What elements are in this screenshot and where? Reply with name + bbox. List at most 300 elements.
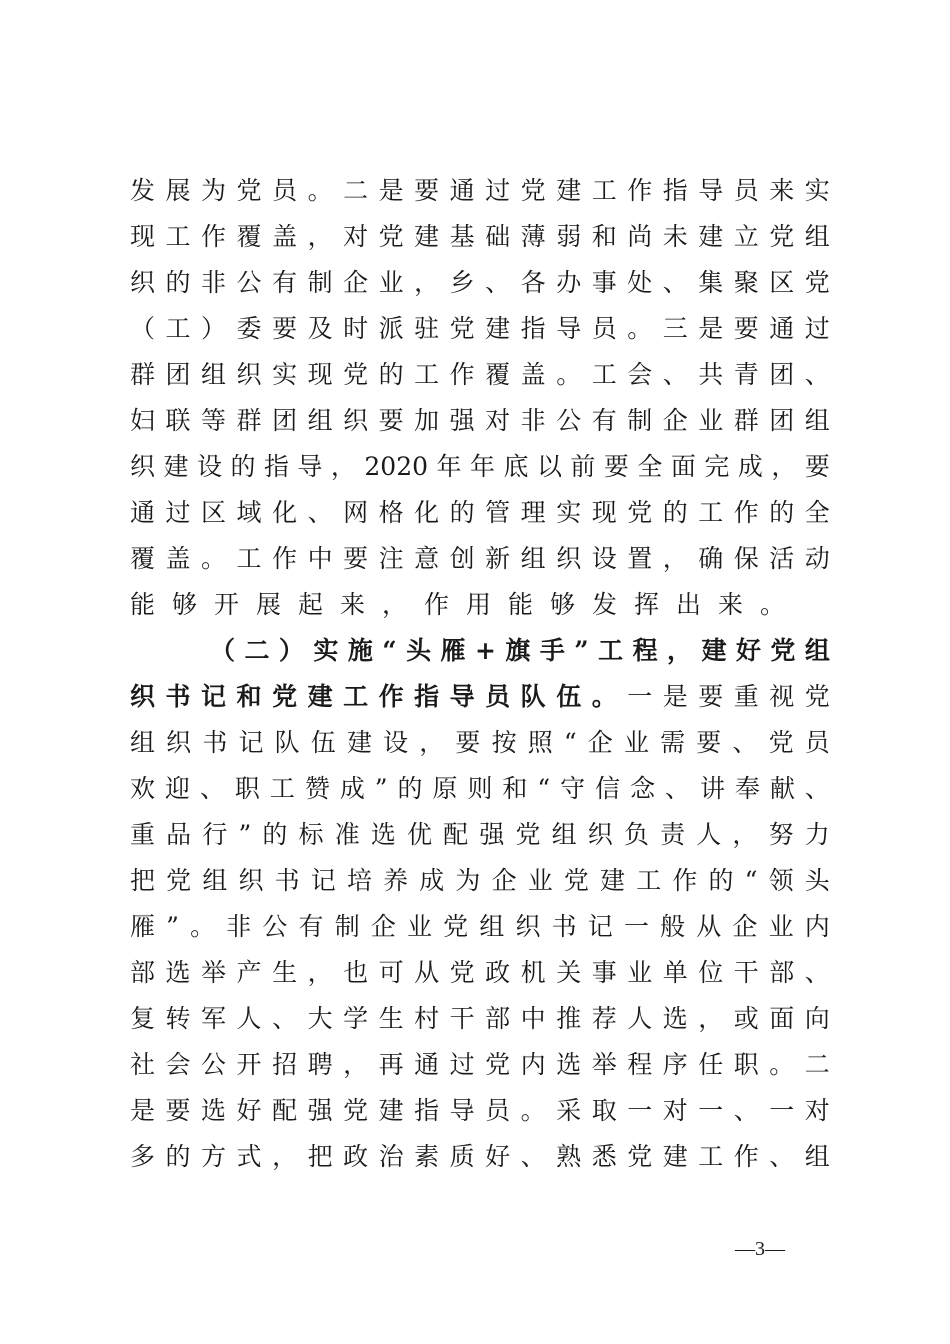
char: 头 [804, 866, 830, 895]
char: 按 [491, 728, 517, 757]
char: ） [201, 314, 227, 343]
char: 般 [660, 912, 686, 941]
char: 赞 [304, 774, 330, 803]
char: 年 [436, 452, 462, 481]
char: 现 [307, 360, 333, 389]
char: 理 [520, 498, 546, 527]
text-line [130, 720, 830, 766]
char: 企 [732, 912, 758, 941]
char: 政 [485, 958, 511, 987]
char: 单 [662, 958, 688, 987]
char: 公 [556, 406, 582, 435]
char: 格 [378, 498, 404, 527]
char: 信 [595, 774, 621, 803]
char: 讲 [700, 774, 726, 803]
text-line [130, 536, 830, 582]
text-line [130, 674, 830, 720]
char: 、 [665, 774, 691, 803]
char: 公 [236, 268, 262, 297]
char: 底 [503, 452, 529, 481]
char: 则 [467, 774, 493, 803]
text-line [130, 260, 830, 306]
char: ， [698, 1004, 724, 1033]
char: 指 [263, 452, 289, 481]
char: 建 [701, 636, 727, 665]
char: 把 [307, 1142, 333, 1171]
char: 伍 [556, 682, 582, 711]
char: ） [278, 636, 304, 665]
char: 、 [662, 268, 688, 297]
char: ， [414, 268, 440, 297]
char: 工 [636, 866, 662, 895]
char: 书 [274, 866, 300, 895]
text-line [130, 444, 830, 490]
char: 培 [346, 866, 372, 895]
char: 党 [166, 866, 192, 895]
char: 实 [313, 636, 339, 665]
char: 企 [587, 728, 613, 757]
char: 集 [698, 268, 724, 297]
char: 创 [449, 544, 475, 573]
char: 荐 [591, 1004, 617, 1033]
char: 要 [733, 314, 759, 343]
char: 工 [165, 314, 191, 343]
char: 盖 [272, 222, 298, 251]
char: 强 [307, 1096, 333, 1125]
char: 对 [343, 222, 369, 251]
char: 员 [485, 682, 511, 711]
char: 织 [587, 820, 613, 849]
char: 的 [769, 498, 795, 527]
char: 时 [343, 314, 369, 343]
char: 企 [491, 866, 517, 895]
char: 业 [627, 958, 653, 987]
char: 作 [449, 360, 475, 389]
char: 程 [632, 636, 658, 665]
char: 书 [165, 682, 191, 711]
char: 政 [343, 1142, 369, 1171]
char: 未 [662, 222, 688, 251]
char: 员 [733, 176, 759, 205]
char: 过 [449, 1050, 475, 1079]
char: 聚 [733, 268, 759, 297]
char: 组 [130, 728, 156, 757]
text-line [130, 214, 830, 260]
char: 取 [591, 1096, 617, 1125]
char: 党 [443, 912, 469, 941]
char: 过 [804, 314, 830, 343]
char: 业 [378, 268, 404, 297]
char: 迎 [164, 774, 190, 803]
char: 选 [201, 1096, 227, 1125]
char: 工 [591, 360, 617, 389]
char: 网 [343, 498, 369, 527]
char: 、 [733, 1096, 759, 1125]
char: 优 [407, 820, 433, 849]
char: 群 [130, 360, 156, 389]
char: 通 [414, 1050, 440, 1079]
char: 要 [603, 452, 629, 481]
char: 。 [190, 912, 216, 941]
char: 、 [307, 498, 333, 527]
char: 的 [165, 268, 191, 297]
char: （ [210, 636, 236, 665]
char: 是 [378, 176, 404, 205]
char: 员 [591, 314, 617, 343]
char: 导 [698, 176, 724, 205]
char: 欢 [130, 774, 156, 803]
char: ， [307, 222, 333, 251]
char: 程 [627, 1050, 653, 1079]
char: 素 [414, 1142, 440, 1171]
char: 建 [414, 222, 440, 251]
char: 记 [310, 866, 336, 895]
char: 区 [769, 268, 795, 297]
char: 熟 [556, 1142, 582, 1171]
char: 设 [591, 544, 617, 573]
char: 部 [769, 958, 795, 987]
char: 复 [130, 1004, 156, 1033]
char: 从 [414, 958, 440, 987]
char: 、 [804, 774, 830, 803]
char: 、 [520, 1142, 546, 1171]
char: 内 [804, 912, 830, 941]
char: 建 [307, 682, 333, 711]
char: 全 [637, 452, 663, 481]
char: 党 [449, 314, 475, 343]
char: 念 [630, 774, 656, 803]
char: 置 [627, 544, 653, 573]
char: 位 [698, 958, 724, 987]
char: 会 [165, 1050, 191, 1079]
char: 是 [662, 682, 688, 711]
char: “ [382, 636, 397, 665]
char: 基 [449, 222, 475, 251]
char: 作 [672, 866, 698, 895]
char: 委 [236, 314, 262, 343]
char: 党 [563, 866, 589, 895]
char: 产 [236, 958, 262, 987]
char: 质 [449, 1142, 475, 1171]
char: 等 [201, 406, 227, 435]
text-line [130, 168, 830, 214]
text-line [130, 996, 830, 1042]
char: 前 [570, 452, 596, 481]
text-line [130, 398, 830, 444]
char: 配 [272, 1096, 298, 1125]
char: 以 [536, 452, 562, 481]
char: 党 [627, 1142, 653, 1171]
char: 工 [343, 682, 369, 711]
char: 一 [698, 1096, 724, 1125]
char: 建 [600, 866, 626, 895]
char: 管 [485, 498, 511, 527]
char: 织 [556, 544, 582, 573]
char: 是 [698, 314, 724, 343]
char: 负 [623, 820, 649, 849]
char: 组 [307, 406, 333, 435]
char: 指 [414, 1096, 440, 1125]
char: 人 [696, 820, 722, 849]
char: 部 [485, 1004, 511, 1033]
char: 指 [414, 682, 440, 711]
char: 聘 [307, 1050, 333, 1079]
char: 导 [449, 1096, 475, 1125]
char: 党 [804, 682, 830, 711]
char: 各 [520, 268, 546, 297]
char: 重 [733, 682, 759, 711]
char: 、 [199, 774, 225, 803]
char: 要 [698, 682, 724, 711]
text-line [130, 306, 830, 352]
char: 制 [334, 912, 360, 941]
char: 多 [130, 1142, 156, 1171]
char: 过 [165, 498, 191, 527]
char: （ [130, 314, 156, 343]
char: 。 [201, 544, 227, 573]
char: 非 [520, 406, 546, 435]
char: 方 [201, 1142, 227, 1171]
char: 制 [307, 268, 333, 297]
char: 有 [272, 268, 298, 297]
char: 队 [520, 682, 546, 711]
char: “ [563, 728, 577, 757]
char: 举 [201, 958, 227, 987]
char: 发 [130, 176, 156, 205]
char: 。 [556, 360, 582, 389]
char: 要 [272, 314, 298, 343]
char: 工 [236, 544, 262, 573]
char: 团 [769, 406, 795, 435]
char: 、 [732, 728, 758, 757]
char: 再 [378, 1050, 404, 1079]
char: 、 [769, 1142, 795, 1171]
char: 的 [662, 498, 688, 527]
char: 党 [520, 176, 546, 205]
text-line [130, 582, 830, 628]
char: 一 [769, 1096, 795, 1125]
char: 员 [272, 176, 298, 205]
char: 有 [591, 406, 617, 435]
char: 制 [627, 406, 653, 435]
char: ， [667, 636, 693, 665]
char: 作 [733, 1142, 759, 1171]
char: 要 [455, 728, 481, 757]
char: 头 [406, 636, 432, 665]
char: 联 [165, 406, 191, 435]
char: 完 [704, 452, 730, 481]
char: 为 [455, 866, 481, 895]
char: 弱 [556, 222, 582, 251]
char: 作 [627, 176, 653, 205]
char: 要 [696, 728, 722, 757]
char: 推 [556, 1004, 582, 1033]
char: 组 [804, 222, 830, 251]
char: 对 [804, 1096, 830, 1125]
char: 业 [527, 866, 553, 895]
char: 党 [770, 636, 796, 665]
char: 现 [130, 222, 156, 251]
char: 化 [414, 498, 440, 527]
char: 行 [202, 820, 228, 849]
char: 导 [449, 682, 475, 711]
char: 乡 [449, 268, 475, 297]
char: 举 [591, 1050, 617, 1079]
char: 工 [698, 498, 724, 527]
char: 党 [449, 958, 475, 987]
char: 养 [383, 866, 409, 895]
char: 组 [804, 406, 830, 435]
char: 织 [238, 866, 264, 895]
char: 采 [556, 1096, 582, 1125]
char: 党 [236, 176, 262, 205]
char: 准 [334, 820, 360, 849]
char: 大 [307, 1004, 333, 1033]
char: 。 [627, 314, 653, 343]
char: 从 [696, 912, 722, 941]
char: 面 [769, 1004, 795, 1033]
char: 实 [272, 360, 298, 389]
char: 工 [269, 774, 295, 803]
char: 好 [485, 1142, 511, 1171]
char: 织 [130, 682, 156, 711]
char: ” [238, 820, 252, 849]
char: 工 [698, 1142, 724, 1171]
char: 手 [539, 636, 565, 665]
char: ， [272, 1142, 298, 1171]
char: 新 [485, 544, 511, 573]
char: 照 [527, 728, 553, 757]
char: 处 [627, 268, 653, 297]
char: 的 [397, 774, 423, 803]
char: 强 [449, 406, 475, 435]
char: ， [732, 820, 758, 849]
char: 要 [165, 1096, 191, 1125]
char: 企 [370, 912, 396, 941]
char: 工 [598, 636, 624, 665]
char: 成 [419, 866, 445, 895]
char: 事 [591, 958, 617, 987]
char: ” [166, 912, 179, 941]
char: 奉 [734, 774, 760, 803]
char: 书 [202, 728, 228, 757]
char: 党 [515, 820, 541, 849]
char: 的 [165, 1142, 191, 1171]
char: 织 [515, 912, 541, 941]
char: 建 [163, 452, 189, 481]
char: 现 [591, 498, 617, 527]
char: 指 [662, 176, 688, 205]
char: 覆 [485, 360, 511, 389]
char: 组 [201, 360, 227, 389]
char: 设 [383, 728, 409, 757]
char: 成 [737, 452, 763, 481]
line-text: 能够开展起来，作用能够发挥出来。 [130, 590, 803, 619]
char: 治 [378, 1142, 404, 1171]
char: 式 [236, 1142, 262, 1171]
char: 的 [449, 498, 475, 527]
char: 业 [407, 912, 433, 941]
char: 确 [698, 544, 724, 573]
char: 对 [662, 1096, 688, 1125]
char: 党 [485, 1050, 511, 1079]
char: 的 [230, 452, 256, 481]
char: 记 [201, 682, 227, 711]
char: 建 [662, 1142, 688, 1171]
char: ， [330, 452, 356, 481]
char: 招 [272, 1050, 298, 1079]
char: 动 [804, 544, 830, 573]
char: 可 [378, 958, 404, 987]
char: 部 [130, 958, 156, 987]
char: 组 [520, 544, 546, 573]
char: 设 [196, 452, 222, 481]
char: 成 [339, 774, 365, 803]
char: 把 [130, 866, 156, 895]
char: 非 [201, 268, 227, 297]
char: 守 [560, 774, 586, 803]
page-number: —3— [735, 1238, 785, 1260]
char: 旗 [505, 636, 531, 665]
char: 标 [298, 820, 324, 849]
char: 的 [378, 360, 404, 389]
char: 建 [378, 1096, 404, 1125]
char: 伍 [310, 728, 336, 757]
text-line [130, 1134, 830, 1180]
char: 通 [769, 314, 795, 343]
char: 献 [769, 774, 795, 803]
char: 中 [520, 1004, 546, 1033]
char: 覆 [236, 222, 262, 251]
text-line [130, 904, 830, 950]
text-line [130, 1042, 830, 1088]
char: 社 [130, 1050, 156, 1079]
char: 配 [443, 820, 469, 849]
char: 一 [623, 912, 649, 941]
char: 要 [343, 544, 369, 573]
char: 党 [769, 222, 795, 251]
text-line [130, 490, 830, 536]
char: 业 [623, 728, 649, 757]
char: 人 [236, 1004, 262, 1033]
char: 群 [733, 406, 759, 435]
char: 业 [768, 912, 794, 941]
char: 任 [698, 1050, 724, 1079]
char: 团 [272, 406, 298, 435]
char: 中 [307, 544, 333, 573]
char: 妇 [130, 406, 156, 435]
char: 机 [520, 958, 546, 987]
char: 盖 [165, 544, 191, 573]
char: 也 [343, 958, 369, 987]
char: 向 [804, 1004, 830, 1033]
char: 员 [804, 728, 830, 757]
char: 年 [469, 452, 495, 481]
char: 党 [804, 268, 830, 297]
char: 对 [485, 406, 511, 435]
char: 书 [551, 912, 577, 941]
char: 企 [662, 406, 688, 435]
char: ， [771, 452, 797, 481]
char: “ [744, 866, 758, 895]
char: 。 [520, 1096, 546, 1125]
char: 职 [733, 1050, 759, 1079]
char: 党 [768, 728, 794, 757]
char: 企 [343, 268, 369, 297]
char: 员 [485, 1096, 511, 1125]
char: 为 [201, 176, 227, 205]
char: 2020 [364, 452, 429, 481]
